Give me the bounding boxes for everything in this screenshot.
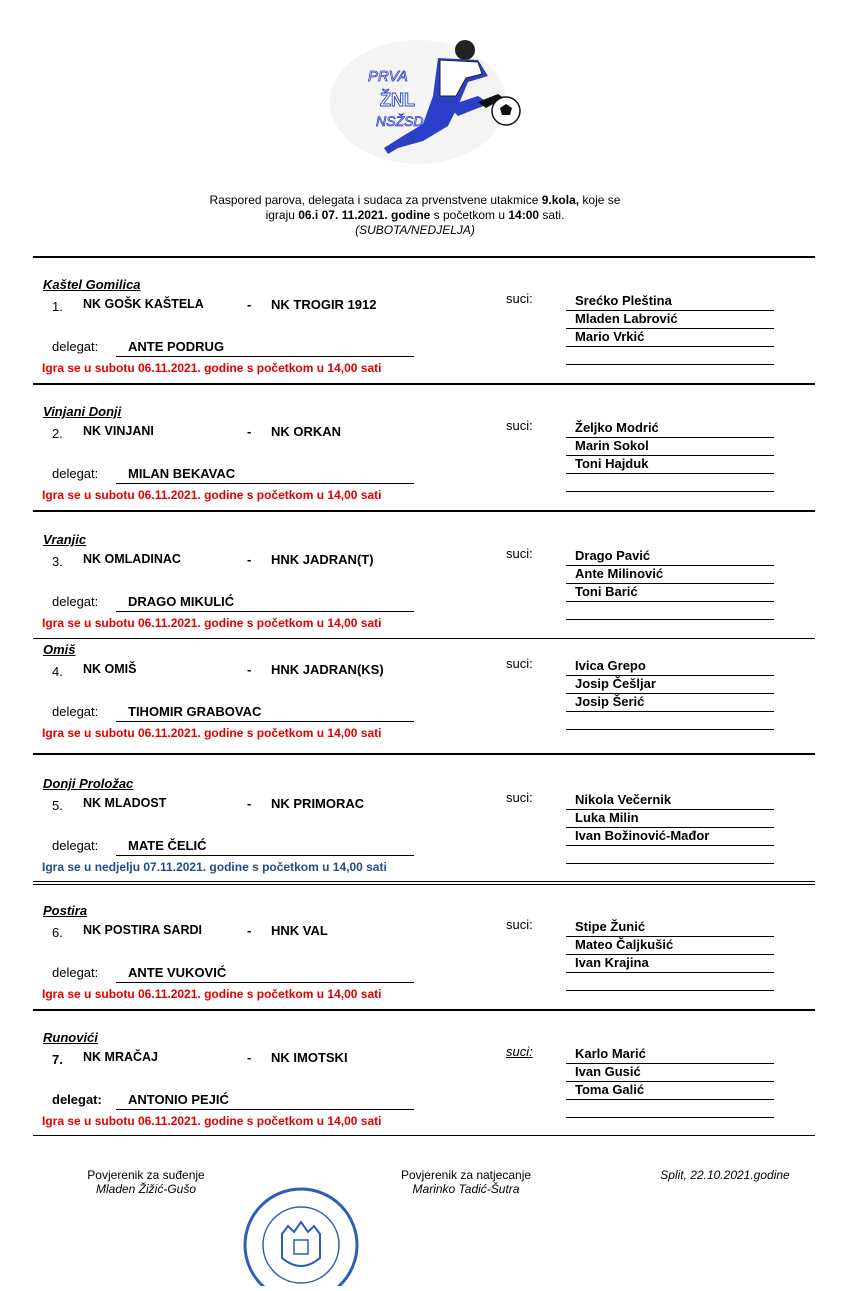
delegate-label: delegat: — [52, 704, 99, 719]
match-block — [0, 404, 857, 531]
referee-name: Toni Hajduk — [575, 456, 649, 471]
match-number: 4. — [52, 664, 63, 679]
match-time-note: Igra se u subotu 06.11.2021. godine s početkom u 14,00 sati — [42, 616, 382, 630]
delegate-label: delegat: — [52, 339, 99, 354]
referees-label: suci: — [506, 917, 533, 932]
referee-name: Željko Modrić — [575, 420, 659, 435]
header-line3: (SUBOTA/NEDJELJA) — [355, 223, 475, 237]
match-time-note: Igra se u subotu 06.11.2021. godine s početkom u 14,00 sati — [42, 488, 382, 502]
referee-name: Mateo Čaljkušić — [575, 937, 674, 952]
match-number: 1. — [52, 299, 63, 314]
vs-dash: - — [247, 297, 252, 312]
home-team: NK VINJANI — [83, 424, 154, 438]
competition-commissioner-title: Povjerenik za natjecanje — [400, 1168, 532, 1182]
referees-label: suci: — [506, 656, 533, 671]
vs-dash: - — [247, 424, 252, 439]
association-stamp — [242, 1186, 360, 1286]
delegate-line — [116, 965, 414, 983]
delegate-name: DRAGO MIKULIĆ — [128, 594, 235, 609]
referee-line — [566, 438, 774, 456]
referee-line — [566, 329, 774, 347]
svg-text:PRVA: PRVA — [368, 68, 408, 85]
referee-line — [566, 712, 774, 730]
referee-line — [566, 420, 774, 438]
referee-line — [566, 1082, 774, 1100]
match-venue: Donji Proložac — [43, 776, 134, 791]
referee-commissioner-name: Mladen Žižić-Gušo — [95, 1182, 197, 1196]
delegate-name: MATE ČELIĆ — [128, 838, 207, 853]
match-time-note: Igra se u nedjelju 07.11.2021. godine s početkom u 14,00 sati — [42, 860, 387, 874]
match-block — [0, 277, 857, 404]
referee-line — [566, 1046, 774, 1064]
svg-text:ŽNL: ŽNL — [380, 90, 415, 110]
competition-commissioner-name: Marinko Tadić-Šutra — [412, 1182, 520, 1196]
delegate-line — [116, 466, 414, 484]
referee-name: Mario Vrkić — [575, 329, 645, 344]
match-time-note: Igra se u subotu 06.11.2021. godine s početkom u 14,00 sati — [42, 987, 382, 1001]
match-number: 3. — [52, 554, 63, 569]
vs-dash: - — [247, 662, 252, 677]
referee-name: Josip Šerić — [575, 694, 645, 709]
referee-name: Karlo Marić — [575, 1046, 646, 1061]
referees-label: suci: — [506, 546, 533, 561]
delegate-line — [116, 594, 414, 612]
home-team: NK OMIŠ — [83, 662, 137, 676]
referee-line — [566, 347, 774, 365]
delegate-line — [116, 339, 414, 357]
match-block — [0, 903, 857, 1030]
home-team: NK OMLADINAC — [83, 552, 181, 566]
competition-commissioner — [380, 1168, 552, 1196]
delegate-label: delegat: — [52, 594, 99, 609]
referee-line — [566, 973, 774, 991]
delegate-label: delegat: — [52, 965, 99, 980]
referee-line — [566, 828, 774, 846]
header-line1: Raspored parova, delegata i sudaca za prvenstvene utakmice 9.kola, koje se — [209, 193, 621, 207]
referee-line — [566, 937, 774, 955]
referee-name: Ivan Gusić — [575, 1064, 641, 1079]
delegate-name: MILAN BEKAVAC — [128, 466, 236, 481]
match-venue: Runovići — [43, 1030, 98, 1045]
vs-dash: - — [247, 923, 252, 938]
vs-dash: - — [247, 552, 252, 567]
referee-name: Srećko Pleština — [575, 293, 672, 308]
referee-name: Marin Sokol — [575, 438, 649, 453]
referees-label: suci: — [506, 291, 533, 306]
referee-line — [566, 474, 774, 492]
referee-name: Ivica Grepo — [575, 658, 646, 673]
place-date: Split, 22.10.2021.godine — [660, 1168, 790, 1182]
referee-name: Nikola Večernik — [575, 792, 672, 807]
match-venue: Kaštel Gomilica — [43, 277, 141, 292]
delegate-label: delegat: — [52, 466, 99, 481]
match-time-note: Igra se u subotu 06.11.2021. godine s početkom u 14,00 sati — [42, 726, 382, 740]
delegate-name: ANTONIO PEJIĆ — [128, 1092, 229, 1107]
referee-name: Stipe Žunić — [575, 919, 646, 934]
referee-line — [566, 919, 774, 937]
away-team: NK IMOTSKI — [271, 1050, 348, 1065]
referees-label: suci: — [506, 418, 533, 433]
referee-commissioner — [60, 1168, 232, 1196]
match-venue: Vranjic — [43, 532, 87, 547]
delegate-label: delegat: — [52, 1092, 102, 1107]
divider — [33, 256, 815, 258]
delegate-name: TIHOMIR GRABOVAC — [128, 704, 262, 719]
referees-label: suci: — [506, 790, 533, 805]
away-team: HNK VAL — [271, 923, 328, 938]
match-number: 6. — [52, 925, 63, 940]
home-team: NK GOŠK KAŠTELA — [83, 297, 204, 311]
away-team: HNK JADRAN(T) — [271, 552, 374, 567]
referee-name: Toni Barić — [575, 584, 638, 599]
match-number: 7. — [52, 1052, 63, 1067]
delegate-name: ANTE PODRUG — [128, 339, 225, 354]
away-team: NK ORKAN — [271, 424, 342, 439]
referee-line — [566, 456, 774, 474]
referee-line — [566, 1100, 774, 1118]
vs-dash: - — [247, 1050, 252, 1065]
match-venue: Postira — [43, 903, 88, 918]
referee-line — [566, 1064, 774, 1082]
home-team: NK MLADOST — [83, 796, 167, 810]
delegate-label: delegat: — [52, 838, 99, 853]
home-team: NK MRAČAJ — [83, 1050, 158, 1064]
match-venue: Vinjani Donji — [43, 404, 122, 419]
referee-line — [566, 846, 774, 864]
referee-line — [566, 955, 774, 973]
referee-line — [566, 602, 774, 620]
match-block — [0, 642, 857, 769]
referee-line — [566, 548, 774, 566]
delegate-line — [116, 704, 414, 722]
match-block — [0, 1030, 857, 1157]
delegate-line — [116, 838, 414, 856]
referee-name: Toma Galić — [575, 1082, 645, 1097]
match-block — [0, 532, 857, 659]
referee-name: Ivan Božinović-Mađor — [575, 828, 710, 843]
referee-name: Mladen Labrović — [575, 311, 678, 326]
header-line2: igraju 06.i 07. 11.2021. godine s početkom u 14:00 sati. — [265, 208, 565, 222]
referee-line — [566, 566, 774, 584]
referee-name: Ante Milinović — [575, 566, 664, 581]
referee-name: Ivan Krajina — [575, 955, 649, 970]
referee-name: Drago Pavić — [575, 548, 651, 563]
away-team: NK TROGIR 1912 — [271, 297, 377, 312]
referees-label: suci: — [506, 1044, 533, 1059]
delegate-name: ANTE VUKOVIĆ — [128, 965, 227, 980]
match-number: 2. — [52, 426, 63, 441]
referee-line — [566, 792, 774, 810]
referee-name: Luka Milin — [575, 810, 639, 825]
match-number: 5. — [52, 798, 63, 813]
referee-name: Josip Češljar — [575, 676, 656, 691]
referee-line — [566, 658, 774, 676]
vs-dash: - — [247, 796, 252, 811]
away-team: HNK JADRAN(KS) — [271, 662, 384, 677]
referee-line — [566, 676, 774, 694]
match-time-note: Igra se u subotu 06.11.2021. godine s početkom u 14,00 sati — [42, 1114, 382, 1128]
away-team: NK PRIMORAC — [271, 796, 365, 811]
match-time-note: Igra se u subotu 06.11.2021. godine s početkom u 14,00 sati — [42, 361, 382, 375]
referee-line — [566, 584, 774, 602]
league-logo — [328, 36, 533, 166]
schedule-header — [0, 193, 830, 238]
home-team: NK POSTIRA SARDI — [83, 923, 202, 937]
referee-line — [566, 694, 774, 712]
referee-line — [566, 810, 774, 828]
referee-line — [566, 293, 774, 311]
referee-line — [566, 311, 774, 329]
match-block — [0, 776, 857, 903]
svg-text:NSŽSD: NSŽSD — [376, 113, 424, 129]
delegate-line — [116, 1092, 414, 1110]
match-venue: Omiš — [43, 642, 76, 657]
referee-commissioner-title: Povjerenik za suđenje — [87, 1168, 205, 1182]
